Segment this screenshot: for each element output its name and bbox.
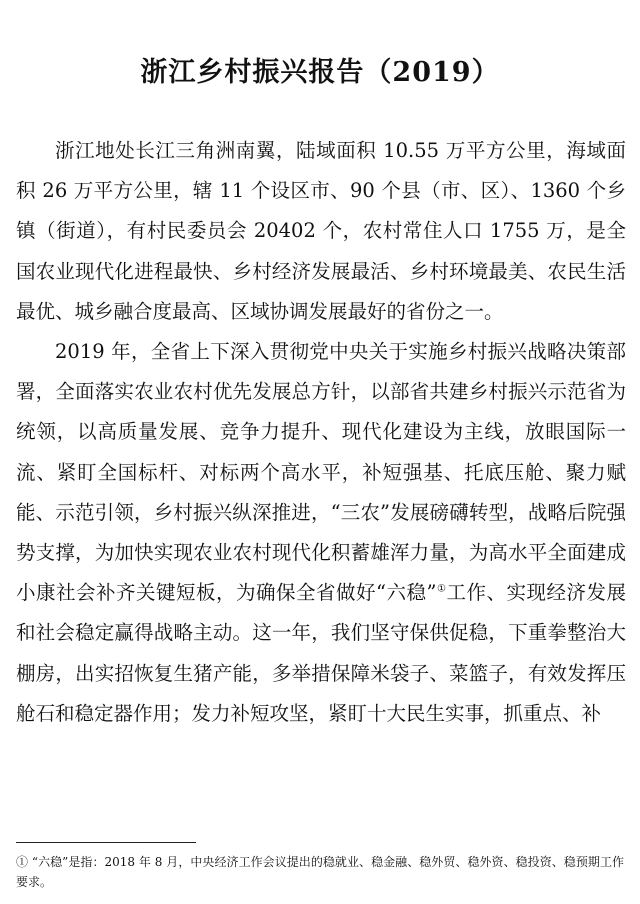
footnote-reference[interactable]: ① bbox=[436, 583, 447, 595]
paragraph-2-part-1: 2019 年，全省上下深入贯彻党中央关于实施乡村振兴战略决策部署，全面落实农业农村优先发展总方针，以部省共建乡村振兴示范省为统领，以高质量发展、竞争力提升、现代化建设为主线，放眼国际一流、紧盯全国标杆、对标两个高水平，补短强基、托底压舱、聚力赋能、示范引领，乡村振兴纵深推进，“三农”发展磅礴转型，战略后院强势支撑，为加快实现农业农村现代化积蓄雄浑力量，为高水平全面建成小康社会补齐关键短板，为确保全省做好“六稳” bbox=[16, 340, 626, 605]
paragraph-1: 浙江地处长江三角洲南翼，陆域面积 10.55 万平方公里，海域面积 26 万平方公里，辖 11 个设区市、90 个县（市、区）、1360 个乡镇（街道），有村民委员会 20402 个，农村常住人口 1755 万，是全国农业现代化进程最快、乡村经济发展最活、乡村环境最美、农民生活最优、城乡融合度最高、区域协调发展最好的省份之一。 bbox=[16, 139, 626, 323]
footnote: ① “六稳”是指：2018 年 8 月，中央经济工作会议提出的稳就业、稳金融、稳外贸、稳外资、稳投资、稳预期工作要求。 bbox=[16, 855, 624, 889]
paragraph-2 bbox=[16, 332, 626, 734]
paragraph-2-part-2: 工作、实现经济发展和社会稳定赢得战略主动。这一年，我们坚守保供促稳，下重拳整治大棚房，出实招恢复生猪产能，多举措保障米袋子、菜篮子，有效发挥压舱石和稳定器作用；发力补短攻坚，紧盯十大民生实事，抓重点、补 bbox=[16, 581, 626, 725]
body-text bbox=[16, 131, 626, 734]
footnote-divider bbox=[16, 842, 196, 843]
document-title: 浙江乡村振兴报告（2019） bbox=[140, 57, 500, 88]
